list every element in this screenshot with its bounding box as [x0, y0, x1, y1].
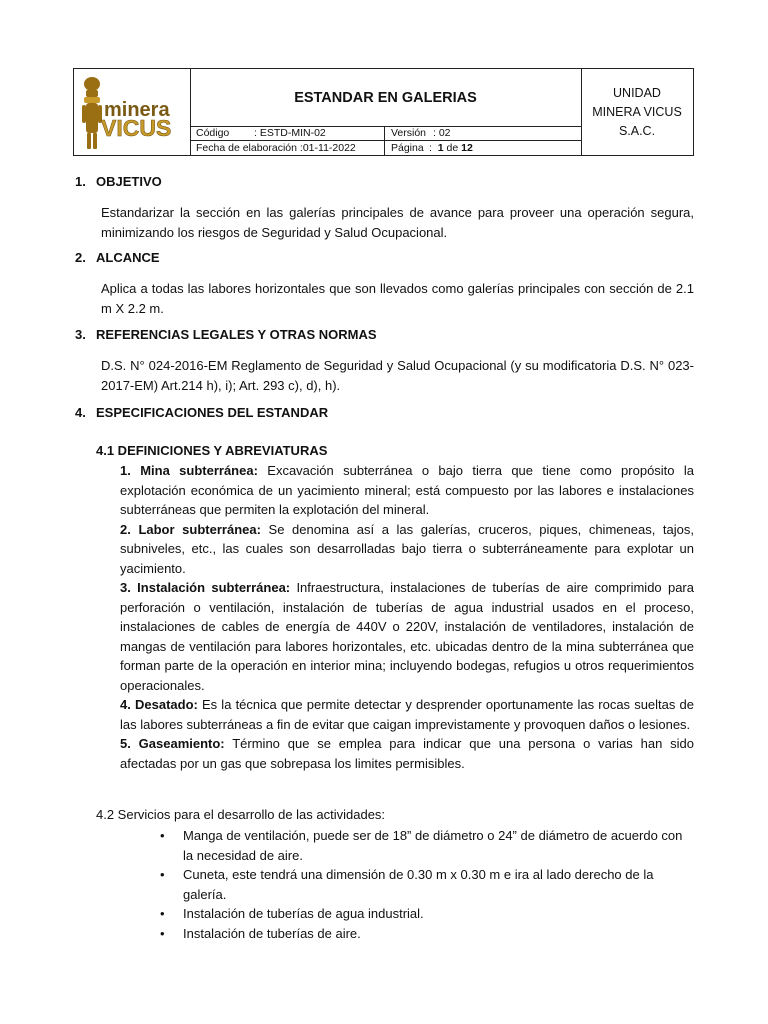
company-line-3: S.A.C. — [618, 123, 656, 138]
version-label: Versión — [391, 127, 427, 139]
pagina-current: 1 — [437, 142, 444, 154]
definition-list — [120, 461, 694, 773]
definition-term: 5. Gaseamiento: — [120, 736, 225, 751]
definition-item — [120, 695, 694, 734]
fecha-value: :01-11-2022 — [299, 142, 356, 154]
definition-item — [120, 520, 694, 579]
bullet-icon: • — [160, 906, 165, 921]
logo-text-vicus: VICUS — [101, 115, 172, 141]
company-line-2: MINERA VICUS — [592, 104, 682, 119]
definition-text: Se denomina así a las galerías, cruceros, piques, chimeneas, tajos, subniveles, etc., las cuales son desarrolladas bajo tierra o subterráneamente para explotar un yacimiento. — [120, 521, 694, 576]
definition-text: Infraestructura, instalaciones de tuberías de aire comprimido para perforación o ventilación, instalación de tuberías de agua industrial usados en el proceso, instalaciones de cables de energía de 440V o 220V, instalación de ventiladores, instalación de mangas de ventilación para labores horizontales, etc. ubicadas dentro de la mina subterránea que forman parte de la operación en interior mina; incluyendo bodegas, refugios u otros requerimientos operacionales. — [120, 580, 694, 693]
codigo-value: : ESTD-MIN-02 — [254, 127, 326, 139]
section-title: OBJETIVO — [96, 174, 162, 189]
pagina-total: 12 — [461, 142, 473, 154]
list-item-text: Instalación de tuberías de aire. — [183, 925, 361, 941]
definition-term: 2. Labor subterránea: — [120, 521, 261, 537]
section-title: ESPECIFICACIONES DEL ESTANDAR — [96, 405, 329, 420]
fecha-label: Fecha de elaboración — [196, 142, 297, 154]
list-item — [160, 924, 694, 944]
definition-item — [120, 461, 694, 520]
definition-term: 3. Instalación subterránea: — [120, 580, 291, 595]
bullet-icon: • — [160, 828, 165, 843]
header-row-date — [190, 141, 581, 155]
definition-text: Término que se emplea para indicar que una persona o varias han sido afectadas por un gas que sobrepasa los limites permisibles. — [120, 736, 694, 771]
definition-text: Es la técnica que permite detectar y desprender oportunamente las rocas sueltas de las labores subterráneas a fin de evitar que caigan imprevistamente y provoquen daños o lesiones. — [120, 697, 694, 732]
section-heading-objetivo — [75, 174, 162, 189]
header-middle — [190, 69, 582, 155]
section-title: ALCANCE — [96, 250, 160, 265]
minera-vicus-logo — [74, 69, 190, 155]
section-text-alcance: Aplica a todas las labores horizontales que son llevados como galerías principales con sección de 2.1 m X 2.2 m. — [101, 281, 694, 316]
definitions-heading: 4.1 DEFINICIONES Y ABREVIATURAS — [96, 443, 328, 458]
definition-term: 1. Mina subterránea: — [120, 463, 258, 478]
list-item — [160, 904, 694, 924]
section-heading-referencias — [75, 327, 377, 342]
section-number: 4. — [75, 405, 86, 420]
pagina-label: Página — [391, 142, 424, 154]
section-title: REFERENCIAS LEGALES Y OTRAS NORMAS — [96, 327, 377, 342]
list-item-text: Manga de ventilación, puede ser de 18” de diámetro o 24” de diámetro de acuerdo con la necesidad de aire. — [183, 828, 683, 863]
definition-text: Excavación subterránea o bajo tierra que tiene como propósito la explotación económica de un yacimiento mineral; está compuesto por las labores e instalaciones subterráneas que permiten la explotación del mineral. — [120, 463, 695, 517]
services-list — [160, 826, 694, 943]
section-text-objetivo: Estandarizar la sección en las galerías principales de avance para proveer una operación segura, minimizando los riesgos de Seguridad y Salud Ocupacional. — [101, 205, 694, 240]
pagina-de: de — [446, 142, 459, 154]
codigo-label: Código — [196, 127, 230, 139]
services-heading: 4.2 Servicios para el desarrollo de las actividades: — [96, 807, 386, 822]
list-item-text: Cuneta, este tendrá una dimensión de 0.30 m x 0.30 m e ira al lado derecho de la galería. — [183, 867, 654, 902]
section-heading-especificaciones — [75, 405, 328, 420]
version-value: : 02 — [433, 127, 451, 139]
section-text-referencias: D.S. N° 024-2016-EM Reglamento de Seguridad y Salud Ocupacional (y su modificatoria D.S. N° 023-2017-EM) Art.214 h), i); Art. 293 c), d), h). — [101, 358, 694, 393]
section-number: 3. — [75, 327, 86, 342]
header-row-code — [190, 126, 581, 141]
definition-term: 4. Desatado: — [120, 697, 198, 712]
list-item — [160, 865, 694, 904]
section-number: 1. — [75, 174, 86, 189]
bullet-icon: • — [160, 867, 165, 882]
logo-cell — [74, 69, 191, 155]
bullet-icon: • — [160, 925, 165, 941]
company-name — [581, 69, 693, 155]
section-number: 2. — [75, 250, 86, 265]
company-line-1: UNIDAD — [613, 85, 661, 100]
list-item — [160, 826, 694, 865]
document-header — [73, 68, 694, 156]
logo-text-minera: minera — [104, 99, 170, 121]
section-heading-alcance — [75, 250, 160, 265]
list-item-text: Instalación de tuberías de agua industrial. — [183, 906, 424, 921]
figurine-icon — [82, 77, 102, 149]
document-title: ESTANDAR EN GALERIAS — [190, 69, 581, 127]
definition-item — [120, 578, 694, 695]
definition-item — [120, 734, 694, 773]
pagina-sep: : — [429, 142, 432, 154]
